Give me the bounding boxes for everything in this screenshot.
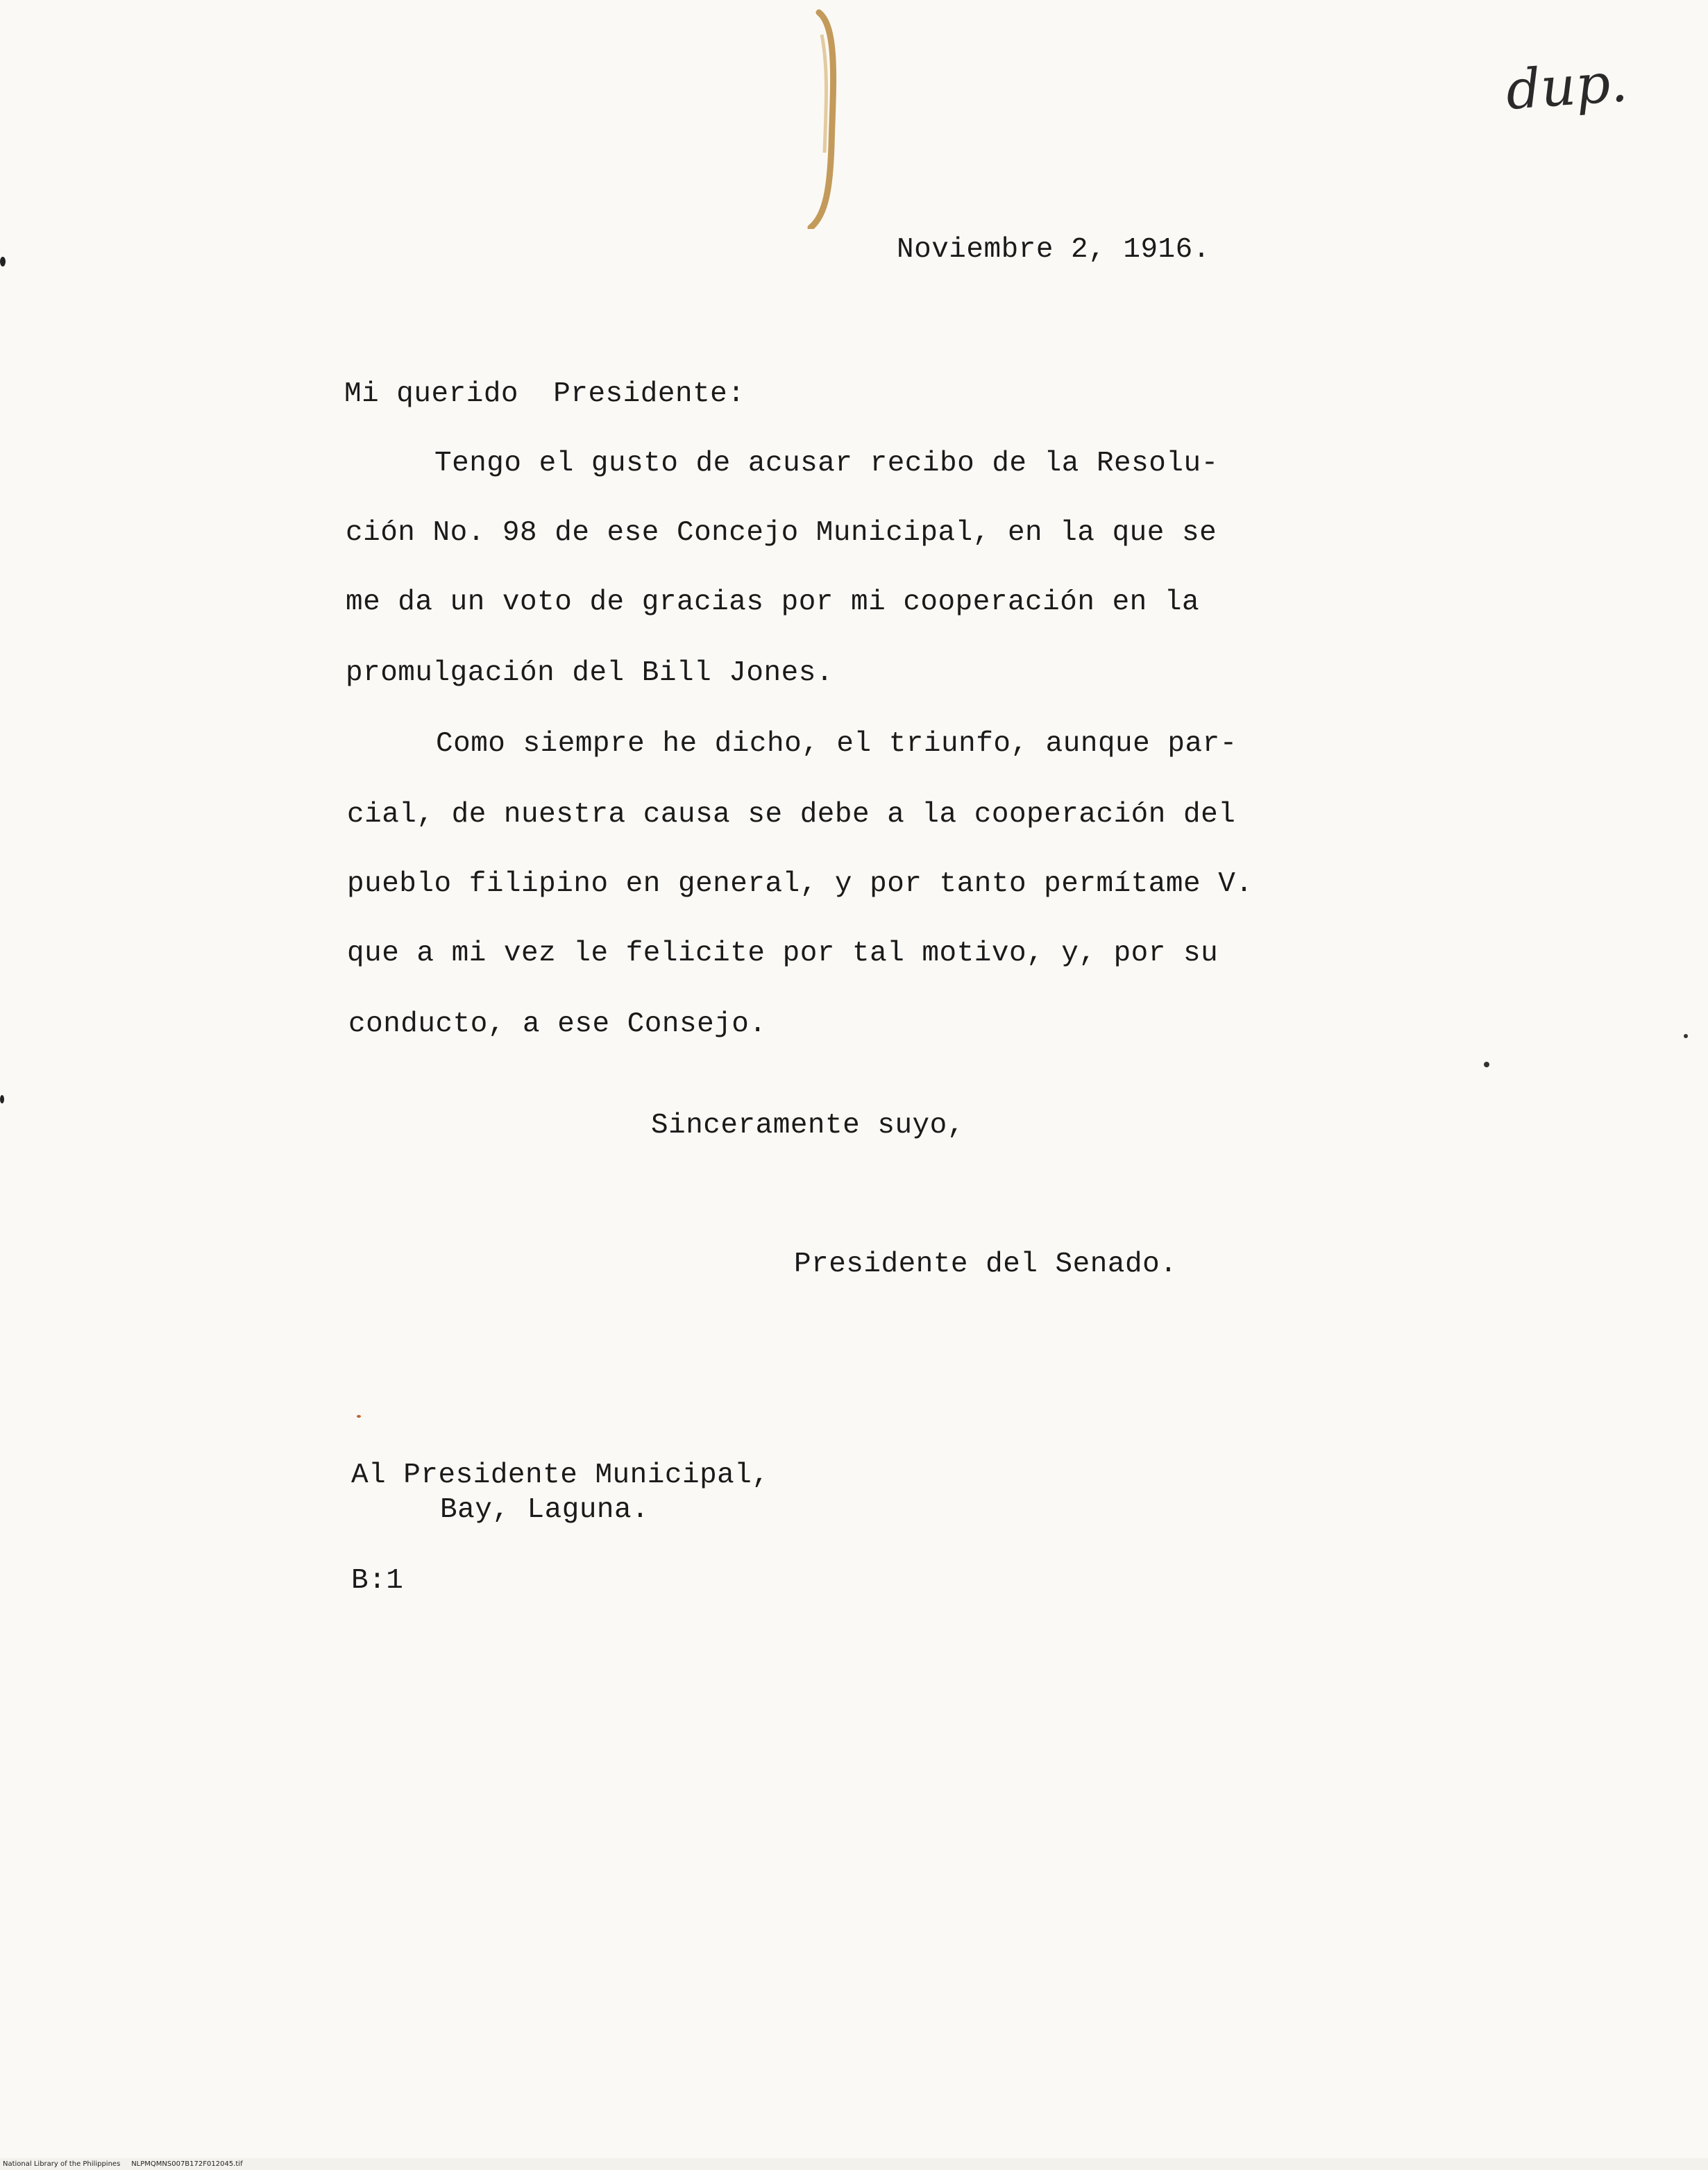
footer-strip <box>0 2158 1708 2170</box>
paper-speck <box>1684 1034 1688 1038</box>
handwritten-note: dup. <box>1504 51 1630 122</box>
body-line-7: pueblo filipino en general, y por tanto permítame V. <box>347 868 1253 900</box>
body-line-8: que a mi vez le felicite por tal motivo, y, por su <box>347 938 1219 969</box>
closing: Sinceramente suyo, <box>651 1110 965 1142</box>
signature-title: Presidente del Senado. <box>794 1248 1178 1280</box>
reference-initials: B:1 <box>351 1565 404 1597</box>
paper-speck <box>0 257 6 266</box>
letter-date: Noviembre 2, 1916. <box>897 234 1210 266</box>
addressee-line-2: Bay, Laguna. <box>440 1494 650 1526</box>
rust-stain-mark <box>805 7 847 229</box>
body-line-2: ción No. 98 de ese Concejo Municipal, en la que se <box>346 517 1217 549</box>
body-line-3: me da un voto de gracias por mi cooperación en la <box>346 586 1200 618</box>
body-line-6: cial, de nuestra causa se debe a la cooperación del <box>347 799 1236 831</box>
paper-speck <box>357 1415 361 1418</box>
body-line-9: conducto, a ese Consejo. <box>348 1008 767 1040</box>
body-line-1: Tengo el gusto de acusar recibo de la Resolu- <box>434 448 1219 480</box>
paper-speck <box>1484 1062 1489 1067</box>
body-line-4: promulgación del Bill Jones. <box>346 657 834 689</box>
footer-caption <box>3 2160 243 2169</box>
footer-library: National Library of the Philippines <box>3 2160 121 2168</box>
salutation: Mi querido Presidente: <box>344 378 745 410</box>
addressee-line-1: Al Presidente Municipal, <box>351 1459 770 1491</box>
paper-speck <box>0 1095 4 1103</box>
body-line-5: Como siempre he dicho, el triunfo, aunque par- <box>436 728 1237 760</box>
footer-file-id: NLPMQMNS007B172F012045.tif <box>131 2160 243 2168</box>
